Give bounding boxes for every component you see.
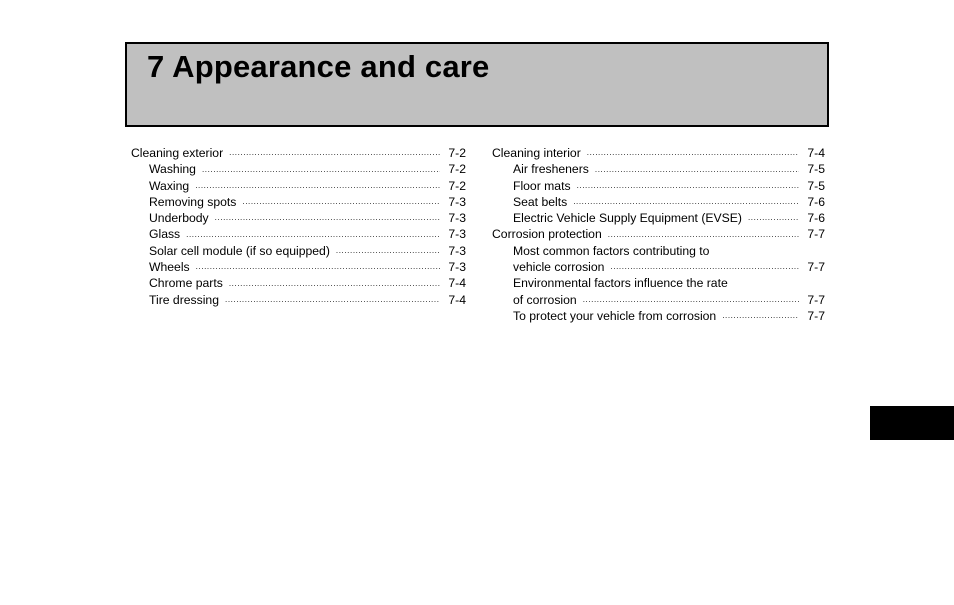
toc-label: To protect your vehicle from corrosion (513, 308, 717, 323)
toc-page-number: 7-3 (448, 243, 466, 258)
toc-page-number: 7-6 (807, 194, 825, 209)
toc-page-number: 7-3 (448, 194, 466, 209)
toc-leader-dots (608, 229, 800, 241)
toc-leader-dots (573, 196, 799, 208)
toc-page-number: 7-3 (448, 211, 466, 226)
toc-label: Cleaning exterior (131, 146, 224, 160)
toc-leader-dots (722, 310, 799, 322)
toc-entry-evse[interactable] (492, 210, 825, 226)
toc-entry-chrome-parts[interactable] (131, 275, 466, 291)
toc-entry-common-factors[interactable] (492, 243, 825, 276)
toc-page-number: 7-6 (807, 211, 825, 226)
toc-page-number: 7-3 (448, 260, 466, 275)
toc-entry-waxing[interactable] (131, 178, 466, 194)
toc-entry-air-fresheners[interactable] (492, 161, 825, 177)
chapter-header (125, 42, 829, 127)
toc-page-number: 7-4 (448, 292, 466, 307)
toc-entry-wheels[interactable] (131, 259, 466, 275)
chapter-side-tab (870, 406, 954, 440)
toc-label: Seat belts (513, 194, 568, 209)
page-title: 7 Appearance and care (147, 49, 490, 84)
toc-leader-dots (195, 180, 440, 192)
toc-label: vehicle corrosion (513, 260, 605, 275)
toc-entry-floor-mats[interactable] (492, 178, 825, 194)
toc-leader-dots (336, 245, 440, 257)
toc-page-number: 7-2 (448, 162, 466, 177)
toc-entry-cleaning-interior[interactable] (492, 145, 825, 161)
toc-leader-dots (587, 147, 800, 159)
toc-label: Corrosion protection (492, 227, 602, 242)
toc-page-number: 7-7 (807, 308, 825, 323)
toc-label: Washing (149, 162, 196, 177)
toc-page-number: 7-2 (448, 146, 466, 160)
toc-label: Removing spots (149, 194, 237, 209)
toc-entry-solar-cell-module[interactable] (131, 243, 466, 259)
toc-leader-dots (595, 164, 800, 176)
toc-entry-protect-vehicle[interactable] (492, 308, 825, 324)
toc-entry-underbody[interactable] (131, 210, 466, 226)
toc-label: Electric Vehicle Supply Equipment (EVSE) (513, 211, 742, 226)
toc-leader-dots (229, 278, 441, 290)
toc-entry-line-end (492, 259, 825, 275)
toc-leader-dots (748, 212, 799, 224)
toc-leader-dots (225, 294, 440, 306)
toc-page-number: 7-7 (807, 227, 825, 242)
toc-page-number: 7-3 (448, 227, 466, 242)
toc-entry-line-end (492, 292, 825, 308)
toc-label: Air fresheners (513, 162, 589, 177)
toc-entry-tire-dressing[interactable] (131, 292, 466, 308)
toc-left-column (131, 145, 466, 308)
toc-page-number: 7-5 (807, 162, 825, 177)
toc-label: Wheels (149, 260, 190, 275)
toc-label: Chrome parts (149, 276, 223, 291)
toc-right-column (492, 145, 825, 324)
toc-label: Waxing (149, 178, 190, 193)
toc-page-number: 7-2 (448, 178, 466, 193)
toc-leader-dots (577, 180, 800, 192)
toc-label: Glass (149, 227, 181, 242)
toc-entry-cleaning-exterior[interactable] (131, 145, 466, 161)
toc-leader-dots (242, 196, 440, 208)
toc-entry-corrosion-protection[interactable] (492, 226, 825, 242)
toc-label: Tire dressing (149, 292, 219, 307)
toc-page-number: 7-4 (448, 276, 466, 291)
toc-entry-seat-belts[interactable] (492, 194, 825, 210)
toc-page-number: 7-7 (807, 260, 825, 275)
toc-leader-dots (229, 147, 440, 159)
toc-label: Cleaning interior (492, 146, 581, 160)
toc-page-number: 7-7 (807, 292, 825, 307)
toc-label: Solar cell module (if so equipped) (149, 243, 330, 258)
toc-label: of corrosion (513, 292, 577, 307)
toc-label: Underbody (149, 211, 209, 226)
toc-entry-removing-spots[interactable] (131, 194, 466, 210)
toc-entry-glass[interactable] (131, 226, 466, 242)
toc-leader-dots (610, 261, 799, 273)
toc-leader-dots (202, 164, 440, 176)
toc-label-line: Environmental factors influence the rate (513, 276, 728, 291)
toc-leader-dots (196, 261, 441, 273)
toc-label: Floor mats (513, 178, 571, 193)
toc-leader-dots (583, 294, 800, 306)
toc-page-number: 7-5 (807, 178, 825, 193)
toc-page-number: 7-4 (807, 146, 825, 160)
toc-entry-environmental-factors[interactable] (492, 275, 825, 308)
toc-leader-dots (186, 229, 440, 241)
toc-label-line: Most common factors contributing to (513, 243, 710, 258)
toc-entry-washing[interactable] (131, 161, 466, 177)
toc-leader-dots (215, 212, 441, 224)
